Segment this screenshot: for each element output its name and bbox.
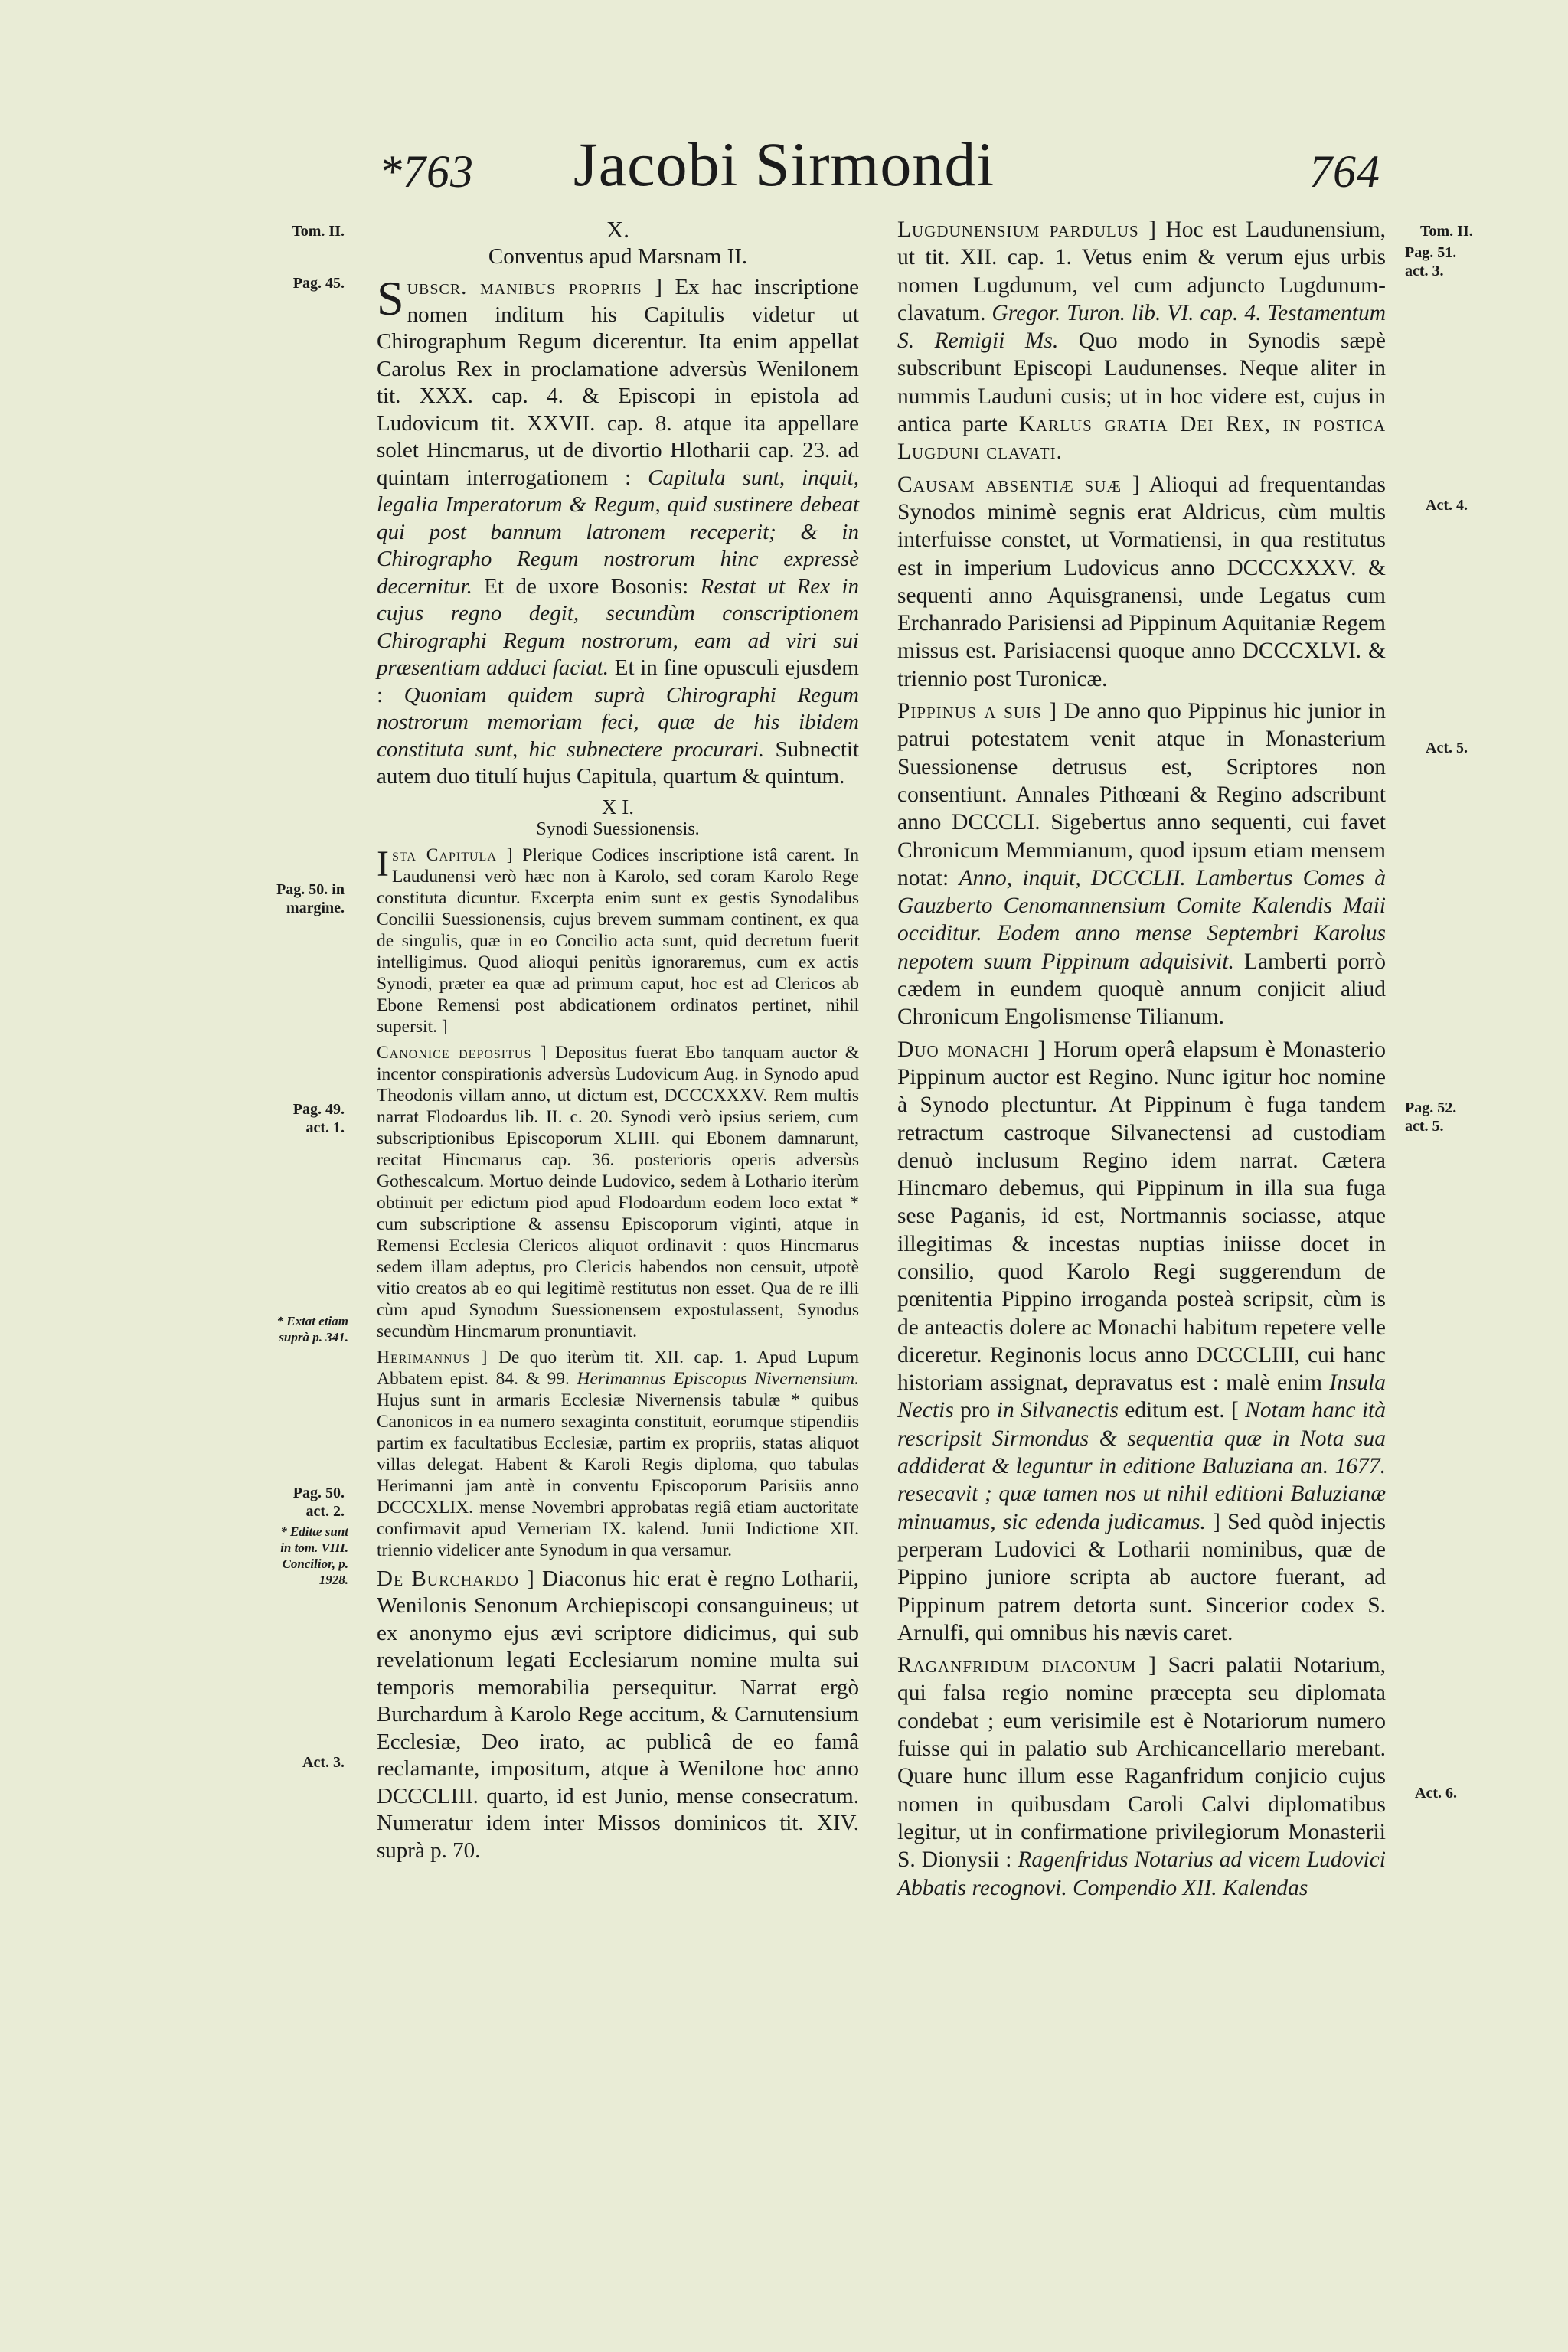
section-title-x: Conventus apud Marsnam II. bbox=[488, 244, 748, 269]
lemma: ubscr. manibus propriis ] bbox=[407, 275, 663, 299]
paragraph-canonice: Canonice depositus ] Depositus fuerat Ebo tanquam auctor & incentor conspirationis adversùs Ludovicum Aug. in Synodo apud Theodonis villam anno, ut dictum est, DCCCXXXV. Rem multis narrat Flodoardus lib. II. c. 20. Synodi verò ipsius seriem, cum subscriptionibus Episcoporum XLIII. qui Ebonem damnarunt, recitat Hincmarus cap. 36. posterioris operis adversùs Gothescalcum. Mortuo deinde Ludovico, sedem à Lothario iterùm obtinuit per edictum piod apud Flodoardum eodem loco extat * cum subscriptione & assensu Episcoporum viginti, atque in Remensi Ecclesia Clericos aliquot ordinavit : quos Hincmarus sedem illam adeptus, pro Clericis habendos non censuit, utpotè vitio creatos ab eo qui legitimè restitutus non esset. Qua de re illi cùm apud Synodum Suessionensem expostulassent, Synodus secundùm Hincmarum pronuntiavit. bbox=[377, 1042, 859, 1341]
paragraph-burchardo: De Burchardo ] Diaconus hic erat è regno Lotharii, Wenilonis Senonum Archiepiscopi consanguineus; ut ex anonymo ejus ævi scriptore didicimus, qui sub revelationum legati Ecclesiarum nomine multa sui temporis memorabilia persequitur. Narrat ergò Burchardum à Karolo Rege accitum, & Carnutensium Ecclesiæ, Deo irato, ac publicâ de eo famâ reclamante, impositum, atque à Wenilone hoc anno DCCCLIII. quarto, id est Junio, mense consecratum. Numeratur idem inter Missos dominicos tit. XIV. suprà p. 70. bbox=[377, 1566, 859, 1863]
page-number-left: *763 bbox=[379, 146, 474, 197]
margin-note-pag45: Pag. 45. bbox=[292, 275, 345, 292]
margin-note-tom-left: Tom. II. bbox=[292, 223, 345, 240]
lemma: Duo monachi ] bbox=[897, 1037, 1047, 1062]
lemma: Lugdunensium pardulus ] bbox=[897, 217, 1158, 242]
margin-note-extat: * Extat etiam suprà p. 341. bbox=[276, 1314, 348, 1344]
section-number-x: X. bbox=[606, 216, 630, 243]
section-number-xi: X I. bbox=[602, 795, 634, 818]
margin-note-pag50-act2: Pag. 50. act. 2. bbox=[292, 1485, 345, 1520]
lemma: Herimannus ] bbox=[377, 1347, 488, 1367]
lemma: De Burchardo ] bbox=[377, 1566, 535, 1591]
drop-cap: I bbox=[377, 843, 389, 884]
paragraph-ista-capitula: Ista Capitula ] Plerique Codices inscriptione istâ carent. In Laudunensi verò hæc non à Karolo, sed coram Karolo Rege constituta dicuntur. Excerpta enim sunt ex gestis Synodalibus Concilii Suessionensis, cujus brevem summam continent, ex qua de singulis, quæ in eo Concilio acta sunt, quid decretum fuerit intelligimus. Quod alioqui penitùs ignoraremus, cum ex actis Synodi, præter ea quæ ad primum caput, hoc est ad Clericos ab Ebone Remensi post abdicationem ordinatos pertinet, nihil supersit. ] bbox=[377, 843, 860, 1037]
margin-note-editae: * Editæ sunt in tom. VIII. Concilior, p. 1928. bbox=[280, 1524, 348, 1587]
lemma: Canonice depositus ] bbox=[377, 1042, 547, 1063]
margin-note-pag49: Pag. 49. act. 1. bbox=[292, 1101, 345, 1136]
drop-cap: S bbox=[377, 271, 404, 325]
margin-note-act5: Act. 5. bbox=[1426, 740, 1468, 756]
margin-note-act4: Act. 4. bbox=[1426, 497, 1468, 514]
left-column bbox=[377, 216, 859, 1869]
lemma: Causam absentiæ suæ ] bbox=[897, 472, 1141, 497]
page-number-right: 764 bbox=[1309, 146, 1380, 197]
margin-note-pag52: Pag. 52. act. 5. bbox=[1405, 1099, 1457, 1135]
margin-note-pag50-margine: Pag. 50. in margine. bbox=[276, 881, 345, 916]
page-title: Jacobi Sirmondi bbox=[573, 129, 995, 199]
paragraph-lugdunensium: Lugdunensium pardulus ] Hoc est Laudunensium, ut tit. XII. cap. 1. Vetus enim & verum ejus urbis nomen Lugdunum, vel cum adjuncto Lugdunum-clavatum. Gregor. Turon. lib. VI. cap. 4. Testamentum S. Remigii Ms. Quo modo in Synodis sæpè subscribunt Episcopi Laudunenses. Neque aliter in nummis Lauduni cusis; ut in hoc videre est, cujus in antica parte Karlus gratia Dei Rex, in postica Lugduni clavati. bbox=[897, 217, 1387, 465]
section-title-xi: Synodi Suessionensis. bbox=[536, 818, 700, 839]
paragraph-subscr: Subscr. manibus propriis ] Ex hac inscriptione nomen inditum his Capitulis videtur ut Chirographum Regum dicerentur. Ita enim appellat Carolus Rex in proclamatione adversùs Wenilonem tit. XXX. cap. 4. & Episcopi in epistola ad Ludovicum tit. XXVII. cap. 8. atque ita appellare solet Hincmarus, ut de divortio Hlotharii cap. 23. ad quintam interrogationem : Capitula sunt, inquit, legalia Imperatorum & Regum, quid sustinere debeat qui post bannum latronem receperit; & in Chirographo Regum nostrorum hinc expressè decernitur. Et de uxore Bosonis: Restat ut Rex in cujus regno degit, secundùm conscriptionem Chirographi Regum nostrorum, eam ad viri sui præsentiam adduci faciat. Et in fine opusculi ejusdem : Quoniam quidem suprà Chirographi Regum nostrorum memoriam feci, quæ de his ibidem constituta sunt, hic subnectere procurari. Subnectit autem duo titulí hujus Capitula, quartum & quintum. bbox=[377, 271, 860, 789]
margin-note-act6: Act. 6. bbox=[1415, 1785, 1457, 1802]
right-column bbox=[897, 216, 1386, 1906]
paragraph-raganfridum: Raganfridum diaconum ] Sacri palatii Notarium, qui falsa regio nomine præcepta seu diplomata condebat ; eum verisimile est è Notariorum numero fuisse qui in palatio sub Archicancellario merebant. Quare hunc illum esse Raganfridum conjicio cujus nomen in quibusdam Caroli Calvi diplomatibus legitur, ut in confirmatione privilegiorum Monasterii S. Dionysii : Ragenfridus Notarius ad vicem Ludovici Abbatis recognovi. Compendio XII. Kalendas bbox=[897, 1653, 1386, 1900]
margin-note-tom-right: Tom. II. bbox=[1420, 223, 1473, 240]
paragraph-herimannus: Herimannus ] De quo iterùm tit. XII. cap. 1. Apud Lupum Abbatem epist. 84. & 99. Herimannus Episcopus Nivernensium. Hujus sunt in armaris Ecclesiæ Nivernensis tabulæ * quibus Canonicos in ea numero sexaginta constituit, eorumque stipendiis partim ex facultatibus Ecclesiæ, partim ex propriis, statas aliquot villas delegat. Habent & Karoli Regis diploma, quo tabulas Herimanni jam antè in conventu Episcoporum Parisiis anno DCCCXLIX. mense Novembri approbatas regiâ etiam auctoritate confirmavit apud Verneriam IX. kalend. Junii Indictione XII. triennio videlicer ante Synodum in qua versamur. bbox=[377, 1347, 859, 1560]
lemma: sta Capitula ] bbox=[391, 844, 514, 865]
margin-note-act3-left: Act. 3. bbox=[302, 1754, 345, 1771]
paragraph-duo-monachi: Duo monachi ] Horum operâ elapsum è Monasterio Pippinum auctor est Regino. Nunc igitur hoc nomine à Synodo plectuntur. At Pippinum è fuga tandem retractum castroque Silvanectensi ad custodiam denuò inclusum Regino idem narrat. Cætera Hincmaro debemus, qui Pippinum in illa sua fuga sese Paganis, id est, Nortmannis sociasse, atque illegitimas & incestas nuptias iniisse docet in consilio, quod Karolo Regi suggerendum de pœnitentia Pippino irroganda posteà scripsit, cùm is de anteactis dolere ac Monachi habitum repetere velle diceretur. Reginonis locus anno DCCCLIII, cui hanc historiam assignat, depravatus est : malè enim Insula Nectis pro in Silvanectis editum est. [ Notam hanc ità rescripsit Sirmondus & sequentia quæ in Nota sua addiderat & leguntur in editione Baluziana an. 1677. resecavit ; quæ tamen nos ut nihil editioni Baluzianæ minuamus, sic edenda judicamus. ] Sed quòd injectis perperam Ludovici & Lotharii nominibus, quæ de Pippino juniore scripta ab auctore fuerant, ad Pippinum patrem detorta sunt. Sincerior codex S. Arnulfi, qui omnibus his nævis caret. bbox=[897, 1037, 1386, 1645]
lemma: Pippinus a suis ] bbox=[897, 699, 1058, 724]
lemma: Raganfridum diaconum ] bbox=[897, 1653, 1157, 1678]
paragraph-pippinus: Pippinus a suis ] De anno quo Pippinus hic junior in patrui potestatem venit atque in Monasterium Suessionense detrusus est, Scriptores non consentiunt. Annales Pithœani & Regino adscribunt anno DCCCLI. Sigebertus anno sequenti, cui favet Chronicum Memmianum, quod ipsum etiam mensem notat: Anno, inquit, DCCCLII. Lambertus Comes à Gauzberto Cenomannensium Comite Kalendis Maii occiditur. Eodem anno mense Septembri Karolus nepotem suum Pippinum adquisivit. Lamberti porrò cædem in eundem quoquè annum conjicit aliud Chronicum Engolismense Tilianum. bbox=[897, 699, 1387, 1030]
paragraph-causam: Causam absentiæ suæ ] Alioqui ad frequentandas Synodos minimè segnis erat Aldricus, cùm multis interfuisse constet, ut Vormatiensi, in qua restitutus est in imperium Ludovicus anno DCCCXXXV. & sequenti anno Aquisgranensi, unde Legatus cum Erchanrado Parisiensi ad Pippinum Aquitaniæ Regem missus est. Parisiacensi quoque anno DCCCXLVI. & triennio post Turonicæ. bbox=[897, 472, 1387, 691]
margin-note-pag51: Pag. 51. act. 3. bbox=[1405, 244, 1457, 279]
